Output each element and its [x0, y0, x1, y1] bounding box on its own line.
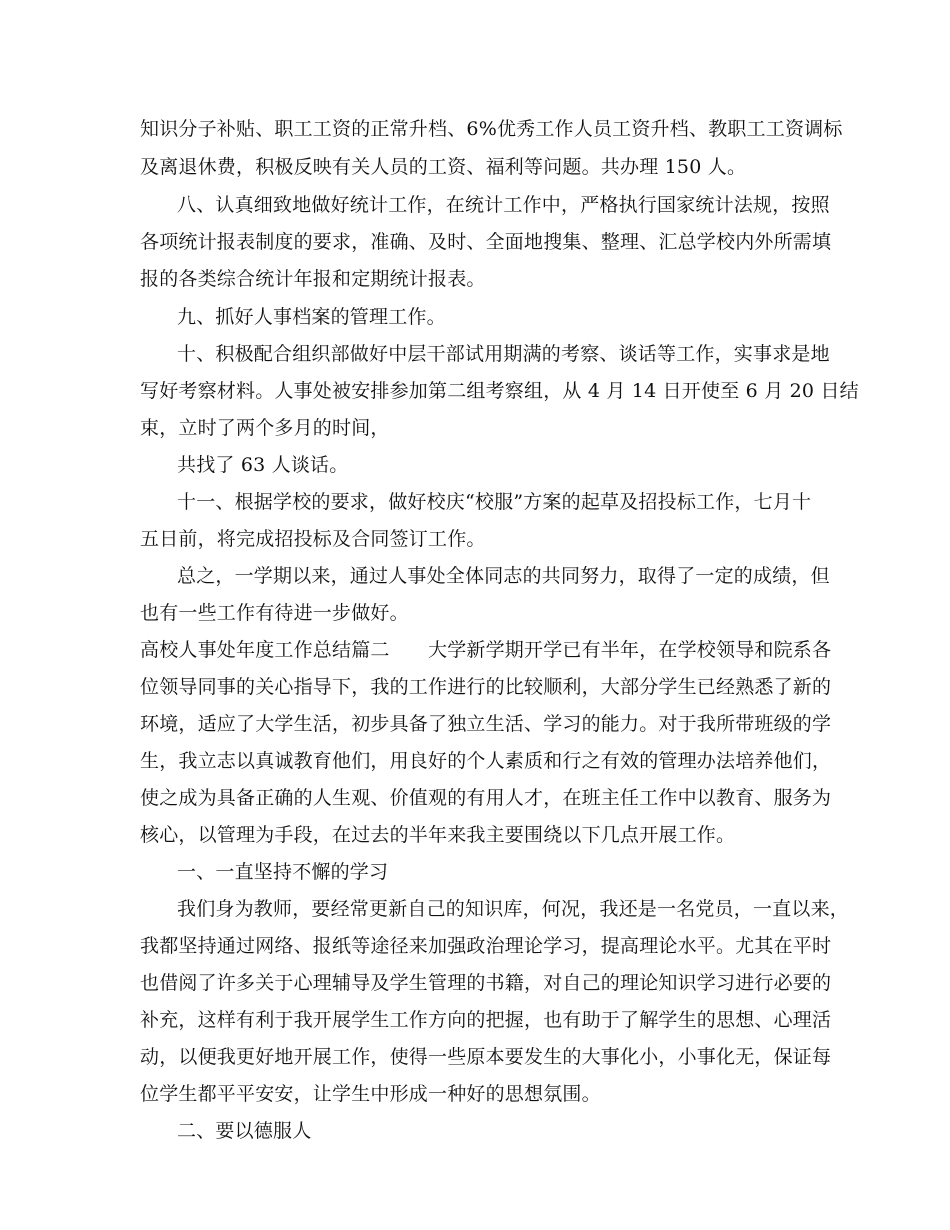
paragraph-start-line: 八、认真细致地做好统计工作，在统计工作中，严格执行国家统计法规，按照	[177, 194, 830, 216]
text-line: 各项统计报表制度的要求，准确、及时、全面地搜集、整理、汇总学校内外所需填	[140, 231, 832, 253]
text-line: 写好考察材料。人事处被安排参加第二组考察组，从 4 月 14 日开使至 6 月 20 日结	[140, 380, 859, 402]
paragraph-start-line: 总之，一学期以来，通过人事处全体同志的共同努力，取得了一定的成绩，但	[177, 565, 830, 587]
text-line: 报的各类综合统计年报和定期统计报表。	[140, 268, 486, 290]
paragraph-start-line: 我们身为教师，要经常更新自己的知识库，何况，我还是一名党员，一直以来，	[177, 898, 850, 920]
text-line: 使之成为具备正确的人生观、价值观的有用人才，在班主任工作中以教育、服务为	[140, 787, 832, 809]
paragraph-start-line: 十一、根据学校的要求，做好校庆“校服”方案的起草及招投标工作，七月十	[177, 491, 812, 513]
text-line: 环境，适应了大学生活，初步具备了独立生活、学习的能力。对于我所带班级的学	[140, 713, 832, 735]
text-line: 核心，以管理为手段，在过去的半年来我主要围绕以下几点开展工作。	[140, 824, 736, 846]
text-line: 生，我立志以真诚教育他们，用良好的个人素质和行之有效的管理办法培养他们，	[140, 750, 832, 772]
paragraph-start-line: 十、积极配合组织部做好中层干部试用期满的考察、谈话等工作，实事求是地	[177, 343, 830, 365]
text-line: 我都坚持通过网络、报纸等途径来加强政治理论学习，提高理论水平。尤其在平时	[140, 935, 832, 957]
text-line: 知识分子补贴、职工工资的正常升档、6%优秀工作人员工资升档、教职工工资调标	[140, 118, 843, 140]
text-line: 也有一些工作有待进一步做好。	[140, 602, 409, 624]
text-line: 位学生都平平安安，让学生中形成一种好的思想氛围。	[140, 1083, 601, 1105]
subheading-line: 二、要以德服人	[177, 1120, 312, 1142]
subheading-line: 一、一直坚持不懈的学习	[177, 861, 389, 883]
text-line: 位领导同事的关心指导下，我的工作进行的比较顺利，大部分学生已经熟悉了新的	[140, 676, 832, 698]
section-heading-line: 高校人事处年度工作总结篇二 大学新学期开学已有半年，在学校领导和院系各	[140, 639, 832, 661]
text-line: 及离退休费，积极反映有关人员的工资、福利等问题。共办理 150 人。	[140, 156, 747, 178]
text-line: 五日前，将完成招投标及合同签订工作。	[140, 528, 486, 550]
paragraph-start-line: 共找了 63 人谈话。	[177, 454, 349, 476]
text-line: 补充，这样有利于我开展学生工作方向的把握，也有助于了解学生的思想、心理活	[140, 1009, 832, 1031]
text-line: 束，立时了两个多月的时间，	[140, 417, 390, 439]
text-line: 动，以便我更好地开展工作，使得一些原本要发生的大事化小，小事化无，保证每	[140, 1046, 832, 1068]
paragraph-start-line: 九、抓好人事档案的管理工作。	[177, 306, 446, 328]
text-line: 也借阅了许多关于心理辅导及学生管理的书籍，对自己的理论知识学习进行必要的	[140, 972, 832, 994]
